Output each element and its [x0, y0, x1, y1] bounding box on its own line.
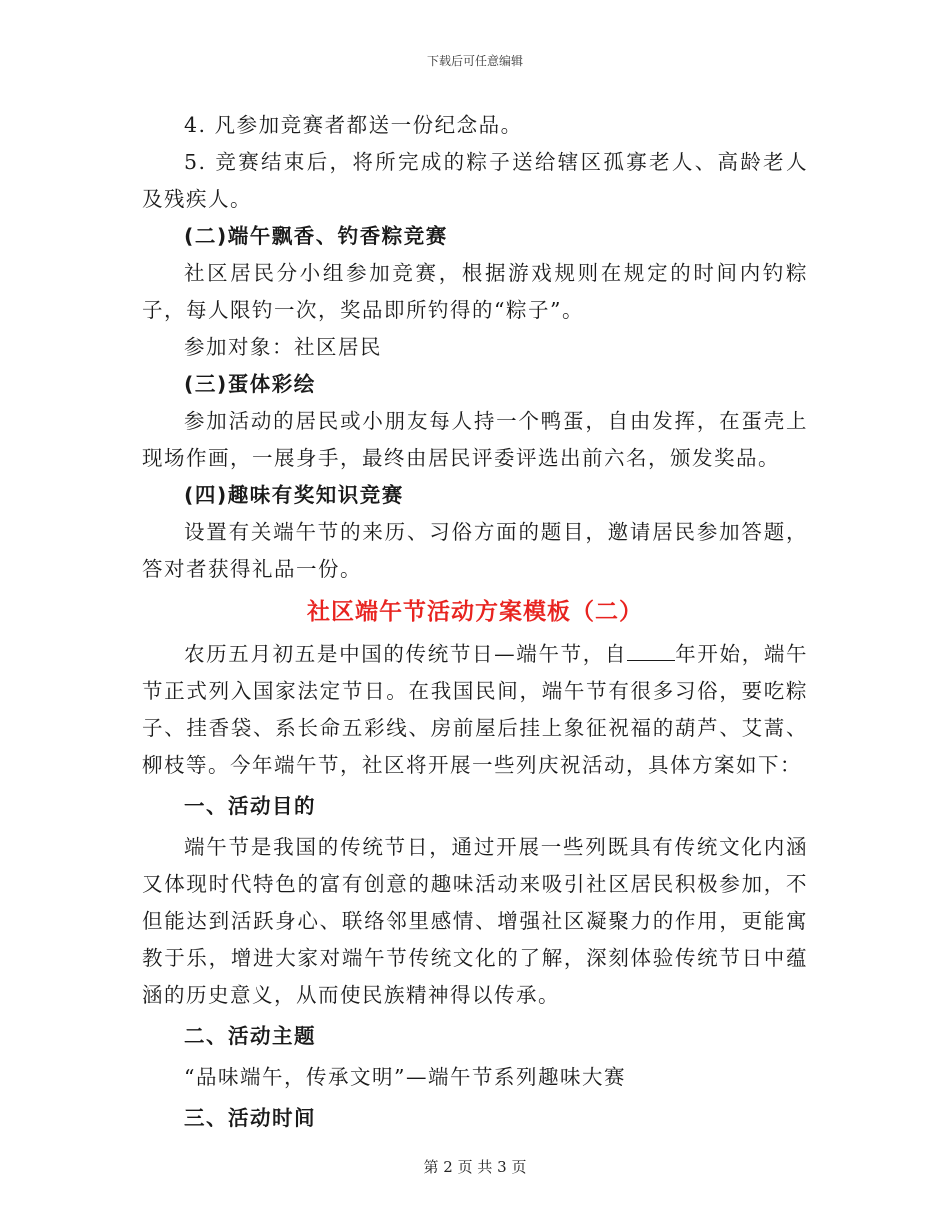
section-4-title: (四)趣味有奖知识竞赛	[184, 483, 404, 507]
section-2-body: 社区居民分小组参加竞赛，根据游戏规则在规定的时间内钓粽子，每人限钓一次，奖品即所钓得的“粽子”。	[142, 261, 808, 322]
part-2-title: 二、活动主题	[184, 1024, 316, 1048]
intro-text-start: 农历五月初五是中国的传统节日—端午节，自	[184, 642, 628, 666]
document-body	[142, 107, 808, 1141]
part-1-title: 一、活动目的	[184, 794, 316, 818]
section-3-body: 参加活动的居民或小朋友每人持一个鸭蛋，自由发挥，在蛋壳上现场作画，一展身手，最终由居民评委评选出前六名，颁发奖品。	[142, 409, 808, 470]
year-blank	[627, 642, 675, 661]
part-1-body: 端午节是我国的传统节日，通过开展一些列既具有传统文化内涵又体现时代特色的富有创意的趣味活动来吸引社区居民积极参加，不但能达到活跃身心、联络邻里感情、增强社区凝聚力的作用，更能寓教于乐，增进大家对端午节传统文化的了解，深刻体验传统节日中蕴涵的历史意义，从而使民族精神得以传承。	[142, 835, 808, 1007]
part-3-title: 三、活动时间	[184, 1106, 316, 1130]
intro-paragraph	[142, 636, 808, 784]
section-4-body: 设置有关端午节的来历、习俗方面的题目，邀请居民参加答题，答对者获得礼品一份。	[142, 520, 808, 581]
document-title: 社区端午节活动方案模板（二）	[307, 598, 643, 625]
section-2-target: 参加对象：社区居民	[184, 335, 382, 359]
list-item-5: 5. 竞赛结束后，将所完成的粽子送给辖区孤寡老人、高龄老人及残疾人。	[142, 150, 808, 211]
part-2-body: “品味端午，传承文明”—端午节系列趣味大赛	[184, 1065, 626, 1089]
section-3-title: (三)蛋体彩绘	[184, 372, 316, 396]
list-item-4: 4. 凡参加竞赛者都送一份纪念品。	[184, 113, 523, 137]
page-footer: 第 2 页 共 3 页	[423, 1158, 527, 1176]
page-header: 下载后可任意编辑	[426, 54, 523, 68]
intro-text-end: 年开始，端午节正式列入国家法定节日。在我国民间，端午节有很多习俗，要吃粽子、挂香袋、系长命五彩线、房前屋后挂上象征祝福的葫芦、艾蒿、柳枝等。今年端午节，社区将开展一些列庆祝活动，具体方案如下：	[142, 642, 809, 777]
section-2-title: (二)端午飘香、钓香粽竞赛	[184, 224, 448, 248]
